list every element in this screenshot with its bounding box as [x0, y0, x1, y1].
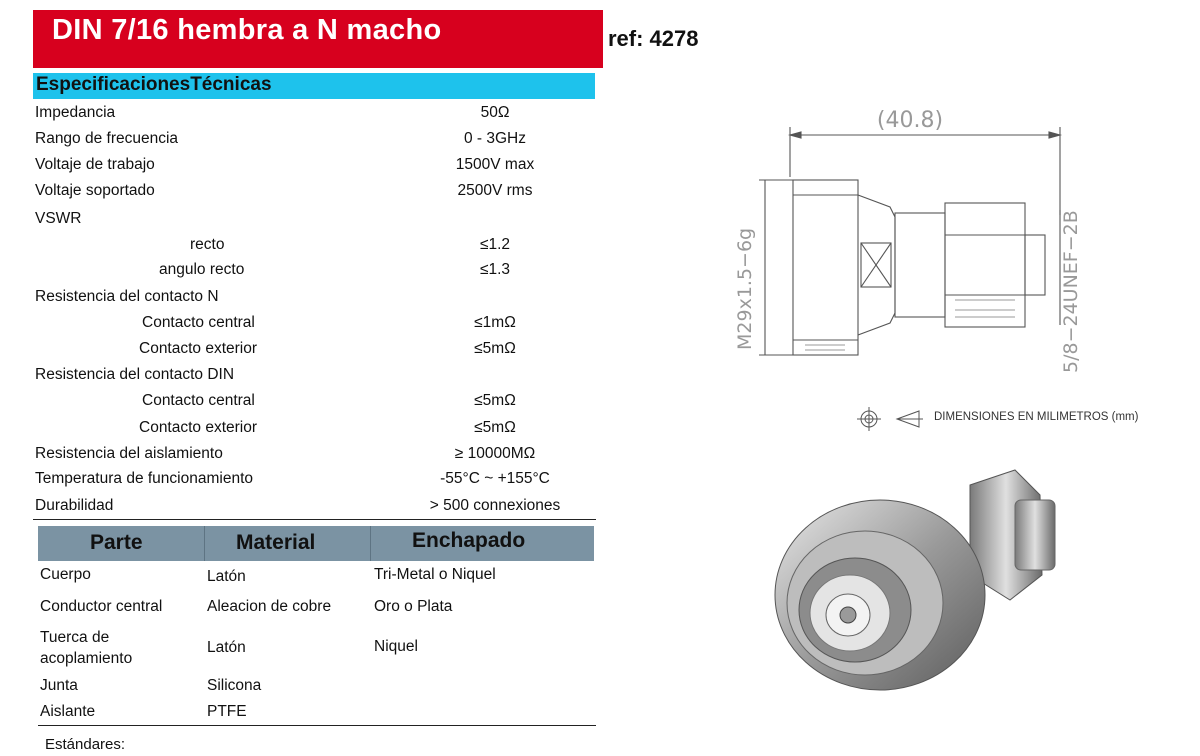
- standards-label: Estándares:: [45, 736, 126, 753]
- spec-label: Impedancia: [35, 104, 116, 121]
- spec-value: 50Ω: [480, 104, 510, 121]
- cell-plating: Niquel: [374, 638, 418, 655]
- cell-material: Aleacion de cobre: [207, 598, 332, 615]
- table-row: [40, 703, 595, 725]
- header-separator: [370, 526, 371, 561]
- spec-label: Resistencia del aislamiento: [35, 445, 223, 462]
- cell-material: PTFE: [207, 703, 247, 720]
- spec-row: [35, 314, 595, 338]
- spec-row: [35, 366, 595, 390]
- spec-value: > 500 connexiones: [429, 497, 561, 514]
- dimensions-note: DIMENSIONES EN MILIMETROS (mm): [934, 411, 1139, 423]
- cell-part: Tuerca de acoplamiento: [40, 629, 133, 667]
- spec-row: [35, 445, 595, 469]
- spec-value: ≥ 10000MΩ: [454, 445, 536, 462]
- divider: [33, 519, 596, 520]
- header-separator: [204, 526, 205, 561]
- spec-label: Resistencia del contacto N: [35, 288, 219, 305]
- cell-material: Silicona: [207, 677, 262, 694]
- col-header-plating: Enchapado: [412, 529, 526, 552]
- spec-row: [35, 130, 595, 154]
- page-title: DIN 7/16 hembra a N macho: [52, 14, 442, 46]
- technical-drawing: [715, 95, 1095, 385]
- spec-label: Contacto central: [142, 314, 255, 331]
- spec-row: [35, 470, 595, 494]
- spec-row: [35, 340, 595, 364]
- spec-row: [35, 104, 595, 128]
- divider: [38, 725, 596, 726]
- spec-value: ≤5mΩ: [474, 419, 516, 436]
- specs-heading: EspecificacionesTécnicas: [36, 74, 272, 95]
- cell-material: Latón: [207, 568, 246, 585]
- spec-value: ≤5mΩ: [474, 392, 516, 409]
- table-row: [40, 566, 595, 588]
- spec-row: [35, 392, 595, 416]
- cell-plating: Tri-Metal o Niquel: [374, 566, 496, 583]
- spec-value: 0 - 3GHz: [463, 130, 526, 147]
- thread-right-label: 5/8−24UNEF−2B: [1060, 210, 1082, 373]
- spec-label: Durabilidad: [35, 497, 114, 514]
- spec-label: Rango de frecuencia: [35, 130, 179, 147]
- spec-row: [35, 497, 595, 521]
- overall-length-label: (40.8): [876, 108, 944, 133]
- spec-label: recto: [190, 236, 225, 253]
- spec-value: 2500V rms: [457, 182, 533, 199]
- connector-photo: [770, 465, 1070, 695]
- spec-label: VSWR: [35, 210, 82, 227]
- cell-plating: Oro o Plata: [374, 598, 453, 615]
- table-row: [40, 677, 595, 699]
- col-header-material: Material: [236, 531, 316, 554]
- cell-part: Aislante: [40, 703, 96, 720]
- col-header-part: Parte: [90, 531, 143, 554]
- thread-left-label: M29x1.5−6g: [734, 227, 756, 350]
- spec-label: Contacto central: [142, 392, 255, 409]
- spec-row: [35, 261, 595, 285]
- spec-label: Voltaje de trabajo: [35, 156, 155, 173]
- spec-value: 1500V max: [455, 156, 535, 173]
- spec-label: Voltaje soportado: [35, 182, 155, 199]
- spec-row: [35, 419, 595, 443]
- spec-value: ≤1.2: [479, 236, 511, 253]
- spec-value: -55°C ~ +155°C: [440, 470, 550, 487]
- reference-number: ref: 4278: [608, 26, 699, 51]
- spec-label: Temperatura de funcionamiento: [35, 470, 253, 487]
- specs-heading-bar: [33, 73, 595, 99]
- spec-label: angulo recto: [159, 261, 245, 278]
- spec-label: Resistencia del contacto DIN: [35, 366, 235, 383]
- spec-label: Contacto exterior: [139, 340, 258, 357]
- cell-part: Junta: [40, 677, 78, 694]
- spec-label: Contacto exterior: [139, 419, 258, 436]
- spec-value: ≤1.3: [479, 261, 511, 278]
- spec-row: [35, 210, 595, 234]
- cell-material: Latón: [207, 639, 246, 656]
- materials-header: [38, 526, 594, 561]
- spec-row: [35, 236, 595, 260]
- projection-symbol-icon: [857, 407, 927, 431]
- cell-part: Cuerpo: [40, 566, 91, 583]
- spec-row: [35, 156, 595, 180]
- spec-row: [35, 288, 595, 312]
- spec-value: ≤1mΩ: [474, 314, 516, 331]
- spec-value: ≤5mΩ: [474, 340, 516, 357]
- table-row: [40, 627, 595, 669]
- spec-row: [35, 182, 595, 206]
- cell-part: Conductor central: [40, 598, 163, 615]
- table-row: [40, 598, 595, 620]
